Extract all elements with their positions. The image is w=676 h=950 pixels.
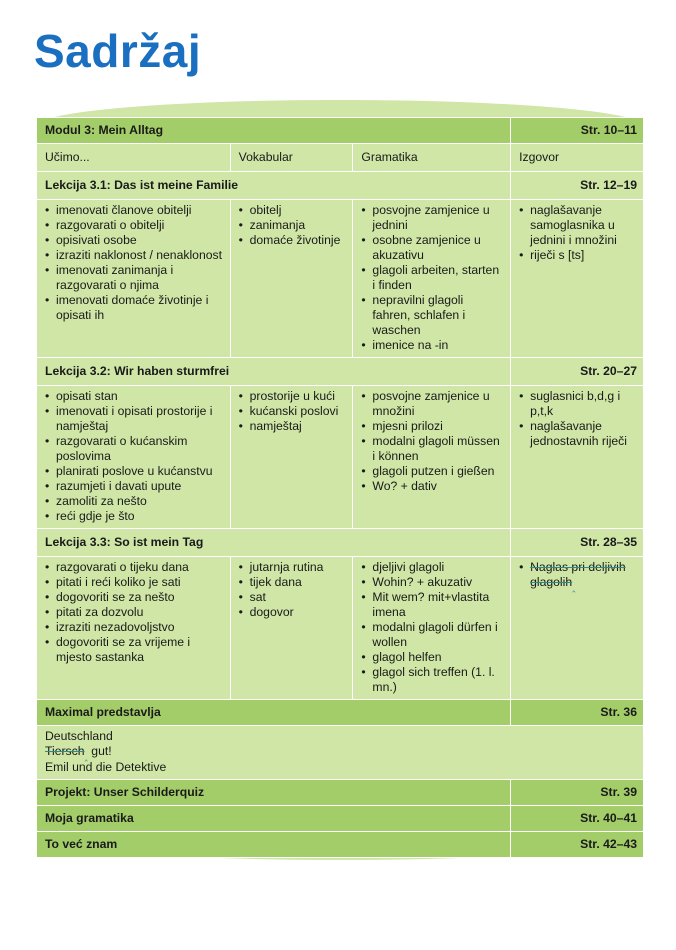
grammar-cell bbox=[353, 386, 511, 529]
list-item: • opisivati osobe bbox=[45, 233, 224, 248]
section-title: Moja gramatika bbox=[37, 806, 511, 832]
list-item: • Mit wem? mit+vlastita imena bbox=[361, 590, 504, 620]
list-item: • imenice na -in bbox=[361, 338, 504, 353]
section-row-gramatika bbox=[37, 806, 644, 832]
grammar-cell bbox=[353, 557, 511, 700]
list-item: • imenovati i opisati prostorije i namještaj bbox=[45, 404, 224, 434]
module-label: Modul 3: Mein Alltag bbox=[37, 118, 511, 144]
list-item: • riječi s [ts] bbox=[519, 248, 637, 263]
lesson-content-row bbox=[37, 200, 644, 358]
learn-cell bbox=[37, 557, 231, 700]
learn-cell bbox=[37, 386, 231, 529]
section-title: To već znam bbox=[37, 832, 511, 858]
list-item: • osobne zamjenice u akuzativu bbox=[361, 233, 504, 263]
list-item: Emil und die Detektive bbox=[45, 760, 167, 774]
lesson-title: Lekcija 3.2: Wir haben sturmfrei bbox=[37, 358, 511, 386]
lesson-pages: Str. 20–27 bbox=[511, 358, 644, 386]
module-pages: Str. 10–11 bbox=[511, 118, 644, 144]
list-item: • Wo? + dativ bbox=[361, 479, 504, 494]
page-title: Sadržaj bbox=[34, 25, 202, 77]
lesson-header-row bbox=[37, 358, 644, 386]
section-pages: Str. 36 bbox=[511, 700, 644, 726]
list-item: • djeljivi glagoli bbox=[361, 560, 504, 575]
list-item: • jutarnja rutina bbox=[239, 560, 347, 575]
list-item: • posvojne zamjenice u množini bbox=[361, 389, 504, 419]
list-item: • planirati poslove u kućanstvu bbox=[45, 464, 224, 479]
list-item: • dogovoriti se za vrijeme i mjesto sastanka bbox=[45, 635, 224, 665]
pron-cell bbox=[511, 200, 644, 358]
section-pages: Str. 39 bbox=[511, 780, 644, 806]
column-header-row bbox=[37, 144, 644, 172]
section-pages: Str. 42–43 bbox=[511, 832, 644, 858]
lesson-title: Lekcija 3.1: Das ist meine Familie bbox=[37, 172, 511, 200]
col-header-vocab: Vokabular bbox=[230, 144, 353, 172]
lesson-content-row bbox=[37, 557, 644, 700]
list-item: • naglašavanje jednostavnih riječi bbox=[519, 419, 637, 449]
list-item: • razumjeti i davati upute bbox=[45, 479, 224, 494]
list-item: • kućanski poslovi bbox=[239, 404, 347, 419]
list-item: • sat bbox=[239, 590, 347, 605]
list-item: • modalni glagoli müssen i können bbox=[361, 434, 504, 464]
list-item: • glagoli putzen i gießen bbox=[361, 464, 504, 479]
section-title: Projekt: Unser Schilderquiz bbox=[37, 780, 511, 806]
list-item: Deutschland bbox=[45, 729, 113, 743]
list-item: • Wohin? + akuzativ bbox=[361, 575, 504, 590]
section-row-maximal bbox=[37, 700, 644, 726]
section-pages: Str. 40–41 bbox=[511, 806, 644, 832]
list-item: • zanimanja bbox=[239, 218, 347, 233]
list-item: • tijek dana bbox=[239, 575, 347, 590]
list-item: • modalni glagoli dürfen i wollen bbox=[361, 620, 504, 650]
col-header-learn: Učimo... bbox=[37, 144, 231, 172]
maximal-content-row bbox=[37, 726, 644, 780]
vocab-cell bbox=[230, 200, 353, 358]
lesson-pages: Str. 12–19 bbox=[511, 172, 644, 200]
grammar-cell bbox=[353, 200, 511, 358]
section-title: Maximal predstavlja bbox=[37, 700, 511, 726]
insert-mark-icon: ‸ bbox=[84, 751, 88, 762]
section-row-znam bbox=[37, 832, 644, 858]
list-item: • naglašavanje samoglasnika u jednini i množini bbox=[519, 203, 637, 248]
module-row bbox=[37, 118, 644, 144]
list-item: • dogovor bbox=[239, 605, 347, 620]
list-item: • glagol helfen bbox=[361, 650, 504, 665]
list-item: • imenovati zanimanja i razgovarati o njima bbox=[45, 263, 224, 293]
pron-cell bbox=[511, 557, 644, 700]
struck-text: Naglas pri deljivih glagolih bbox=[530, 560, 626, 589]
list-item: • pitati za dozvolu bbox=[45, 605, 224, 620]
list-item: • zamoliti za nešto bbox=[45, 494, 224, 509]
lesson-header-row bbox=[37, 172, 644, 200]
list-item: • posvojne zamjenice u jednini bbox=[361, 203, 504, 233]
list-item: • glagol sich treffen (1. l. mn.) bbox=[361, 665, 504, 695]
section-row-projekt bbox=[37, 780, 644, 806]
list-item: • domaće životinje bbox=[239, 233, 347, 248]
list-item: • reći gdje je što bbox=[45, 509, 224, 524]
pron-cell bbox=[511, 386, 644, 529]
contents-table bbox=[36, 117, 644, 858]
list-item: • razgovarati o obitelji bbox=[45, 218, 224, 233]
list-item: • prostorije u kući bbox=[239, 389, 347, 404]
maximal-cell bbox=[37, 726, 644, 780]
list-item: • obitelj bbox=[239, 203, 347, 218]
list-item: • namještaj bbox=[239, 419, 347, 434]
list-item: • mjesni prilozi bbox=[361, 419, 504, 434]
list-item: • izraziti naklonost / nenaklonost bbox=[45, 248, 224, 263]
lesson-header-row bbox=[37, 529, 644, 557]
list-item: • suglasnici b,d,g i p,t,k bbox=[519, 389, 637, 419]
col-header-pron: Izgovor bbox=[511, 144, 644, 172]
list-item: • pitati i reći koliko je sati bbox=[45, 575, 224, 590]
list-item-text: gut! bbox=[91, 744, 112, 758]
list-item: • imenovati članove obitelji bbox=[45, 203, 224, 218]
list-item: • imenovati domaće životinje i opisati ih bbox=[45, 293, 224, 323]
list-item: • dogovoriti se za nešto bbox=[45, 590, 224, 605]
lesson-pages: Str. 28–35 bbox=[511, 529, 644, 557]
lesson-title: Lekcija 3.3: So ist mein Tag bbox=[37, 529, 511, 557]
lesson-content-row bbox=[37, 386, 644, 529]
insert-mark-icon: ‸ bbox=[572, 582, 576, 593]
list-item bbox=[45, 744, 637, 760]
col-header-grammar: Gramatika bbox=[353, 144, 511, 172]
list-item: • izraziti nezadovoljstvo bbox=[45, 620, 224, 635]
list-item: • glagoli arbeiten, starten i finden bbox=[361, 263, 504, 293]
struck-text: Tiersch bbox=[45, 744, 85, 758]
list-item: • razgovarati o kućanskim poslovima bbox=[45, 434, 224, 464]
learn-cell bbox=[37, 200, 231, 358]
vocab-cell bbox=[230, 386, 353, 529]
list-item bbox=[519, 560, 637, 591]
list-item: • opisati stan bbox=[45, 389, 224, 404]
vocab-cell bbox=[230, 557, 353, 700]
list-item: • nepravilni glagoli fahren, schlafen i waschen bbox=[361, 293, 504, 338]
list-item: • razgovarati o tijeku dana bbox=[45, 560, 224, 575]
